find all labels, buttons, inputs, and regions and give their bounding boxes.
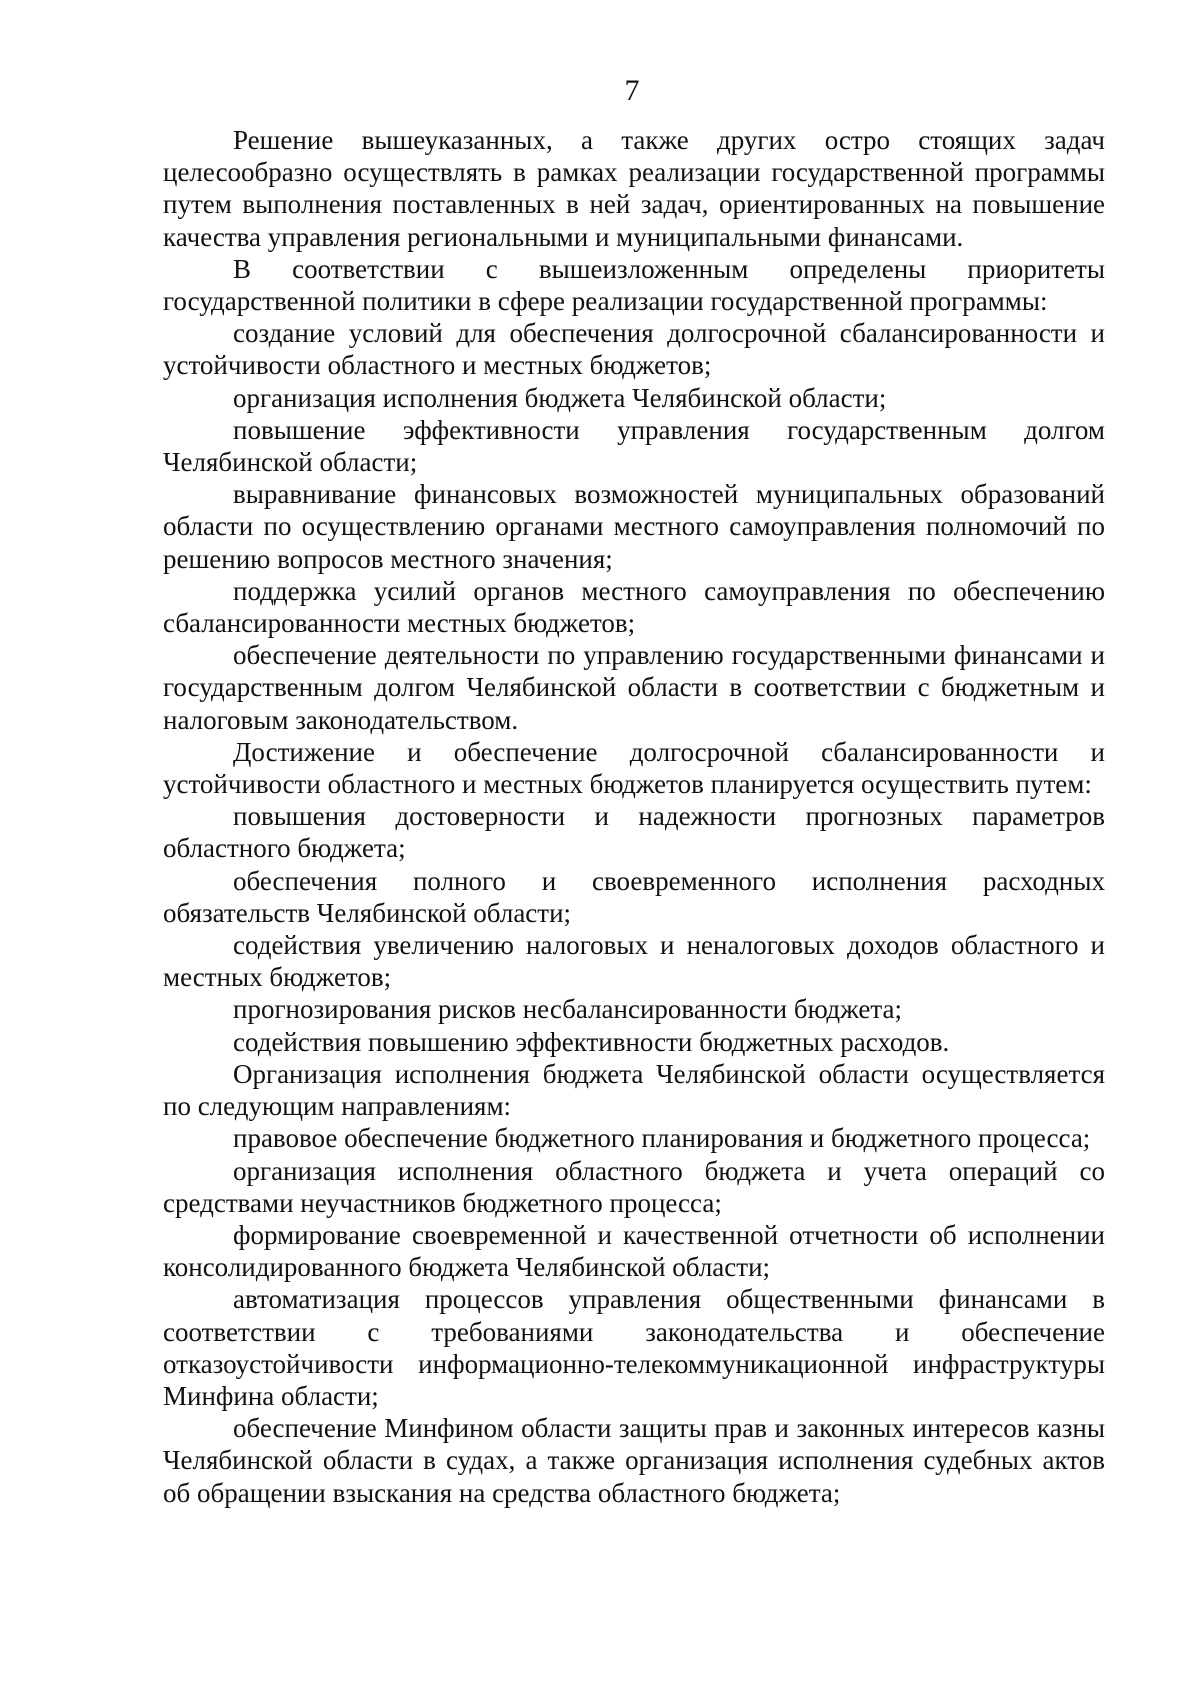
- paragraph: повышения достоверности и надежности прогнозных параметров областного бюджета;: [163, 801, 1105, 864]
- paragraph: обеспечения полного и своевременного исполнения расходных обязательств Челябинской области;: [163, 865, 1105, 928]
- paragraph: прогнозирования рисков несбалансированности бюджета;: [233, 994, 903, 1025]
- paragraph: повышение эффективности управления государственным долгом Челябинской области;: [163, 414, 1105, 478]
- document-body: [163, 124, 1105, 1509]
- paragraph: обеспечение деятельности по управлению государственными финансами и государственным долгом Челябинской области в соответствии с бюджетным и налоговым законодательством.: [163, 640, 1105, 735]
- paragraph: формирование своевременной и качественной отчетности об исполнении консолидированного бюджета Челябинской области;: [163, 1219, 1105, 1283]
- paragraph: правовое обеспечение бюджетного планирования и бюджетного процесса;: [233, 1123, 1091, 1154]
- paragraph: В соответствии с вышеизложенным определены приоритеты государственной политики в сфере реализации государственной программы:: [163, 253, 1105, 317]
- paragraph: выравнивание финансовых возможностей муниципальных образований области по осуществлению органами местного самоуправления полномочий по решению вопросов местного значения;: [163, 479, 1105, 574]
- page-number: 7: [624, 74, 640, 107]
- paragraph: обеспечение Минфином области защиты прав и законных интересов казны Челябинской области в судах, а также организация исполнения судебных актов об обращении взыскания на средства областного бюджета;: [163, 1413, 1105, 1508]
- paragraph: Решение вышеуказанных, а также других остро стоящих задач целесообразно осуществлять в рамках реализации государственной программы путем выполнения поставленных в ней задач, ориентированных на повышение качества управления региональными и муниципальными финансами.: [163, 125, 1105, 252]
- paragraph: автоматизация процессов управления общественными финансами в соответствии с требованиями законодательства и обеспечение отказоустойчивости информационно-телекоммуникационной инфраструктуры Минфина области;: [163, 1284, 1105, 1411]
- paragraph: создание условий для обеспечения долгосрочной сбалансированности и устойчивости областного и местных бюджетов;: [163, 318, 1105, 381]
- paragraph: Достижение и обеспечение долгосрочной сбалансированности и устойчивости областного и местных бюджетов планируется осуществить путем:: [163, 736, 1105, 800]
- paragraph: организация исполнения областного бюджета и учета операций со средствами неучастников бюджетного процесса;: [163, 1155, 1105, 1218]
- paragraph: Организация исполнения бюджета Челябинской области осуществляется по следующим направлениям:: [163, 1058, 1105, 1122]
- paragraph: организация исполнения бюджета Челябинской области;: [233, 382, 887, 413]
- paragraph: поддержка усилий органов местного самоуправления по обеспечению сбалансированности местных бюджетов;: [163, 575, 1105, 639]
- paragraph: содействия повышению эффективности бюджетных расходов.: [233, 1026, 950, 1057]
- paragraph: содействия увеличению налоговых и неналоговых доходов областного и местных бюджетов;: [163, 930, 1105, 993]
